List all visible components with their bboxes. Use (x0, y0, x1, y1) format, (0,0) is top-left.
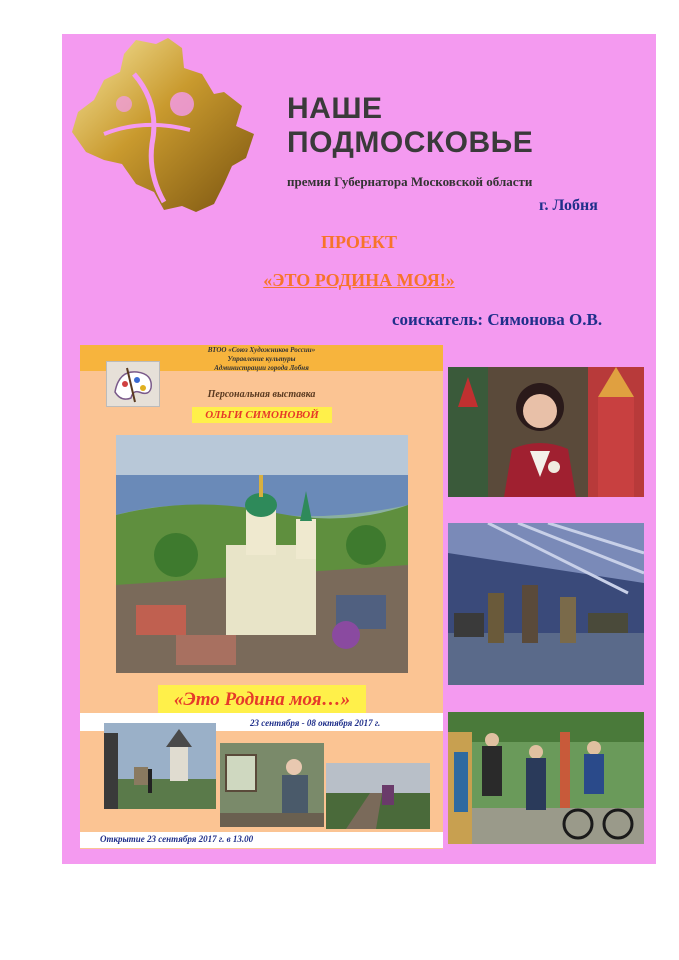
city-label: г. Лобня (539, 197, 598, 214)
title-line-1: НАШЕ (287, 92, 383, 125)
artist-name: ОЛЬГИ СИМОНОВОЙ (192, 407, 332, 423)
photo-war-painting (448, 523, 644, 685)
moscow-region-logo (64, 34, 264, 218)
poster-org-line-2: Управление культуры (227, 355, 296, 363)
poster-org-line-3: Администрации города Лобня (214, 364, 309, 372)
photo-landscape-painting (326, 763, 430, 829)
artists-union-logo (106, 361, 160, 407)
opening-info: Открытие 23 сентября 2017 г. в 13.00 (100, 834, 254, 844)
exhibition-poster (80, 345, 443, 849)
project-name: «ЭТО РОДИНА МОЯ!» (263, 270, 455, 290)
candidate-label: соискатель: Симонова О.В. (392, 310, 603, 329)
document-page (62, 34, 656, 864)
poster-org-line-1: ВТОО «Союз Художников России» (207, 346, 316, 354)
project-label: ПРОЕКТ (321, 232, 397, 252)
photo-kremlin-painting (104, 723, 216, 809)
exhibition-slogan: «Это Родина моя…» (158, 685, 366, 715)
page-title (287, 92, 533, 160)
exhibition-title: Персональная выставка (207, 389, 316, 400)
photo-artist-portrait (448, 367, 644, 497)
photo-artist-at-easel (220, 743, 324, 827)
exhibition-dates: 23 сентября - 08 октября 2017 г. (250, 718, 381, 728)
award-subtitle: премия Губернатора Московской области (287, 174, 533, 189)
church-painting (116, 435, 408, 673)
title-line-2: ПОДМОСКОВЬЕ (287, 126, 534, 159)
photo-outdoor-exhibition (448, 712, 644, 844)
